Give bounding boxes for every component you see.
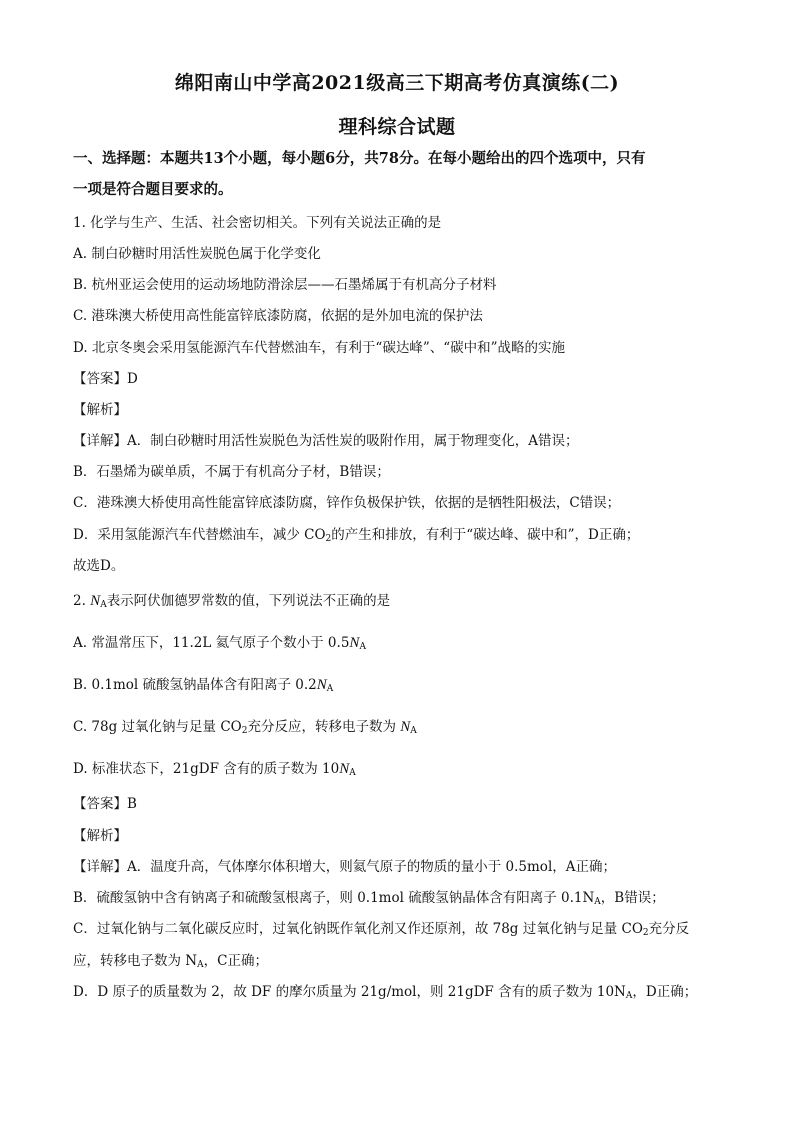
q2-option-d-text: D. 标准状态下，21gDF 含有的质子数为 10 (73, 761, 340, 777)
q2-stem-text: 表示阿伏伽德罗常数的值，下列说法不正确的是 (106, 593, 391, 609)
q2-option-d-na-sub: A (349, 768, 356, 778)
q1-option-d: D. 北京冬奥会采用氢能源汽车代替燃油车，有利于“碳达峰”、“碳中和”战略的实施 (73, 340, 566, 356)
q2-detail-c-text: C．过氧化钠与二氧化碳反应时，过氧化钠既作氧化剂又作还原剂，故 78g 过氧化钠与足量 CO (73, 921, 643, 937)
q2-detail-b-tail: ，B错误； (600, 890, 665, 906)
q2-detail-c2-subscript: A (197, 960, 204, 970)
q2-na-symbol: N (90, 593, 101, 609)
q1-detail-a: 【详解】A．制白砂糖时用活性炭脱色为活性炭的吸附作用，属于物理变化，A错误； (73, 433, 579, 449)
q1-option-a: A. 制白砂糖时用活性炭脱色属于化学变化 (73, 246, 321, 262)
q2-detail-b (73, 889, 665, 911)
q1-conclusion: 故选D。 (73, 558, 125, 574)
q2-detail-b-subscript: A (594, 897, 601, 907)
q2-option-c (73, 718, 417, 740)
q2-option-b (73, 676, 333, 698)
q2-option-c-na-sub: A (410, 726, 417, 736)
q2-detail-a: 【详解】A．温度升高，气体摩尔体积增大，则氦气原子的物质的量小于 0.5mol，A正确； (73, 859, 617, 875)
section-heading-line2: 一项是符合题目要求的。 (73, 181, 233, 198)
q2-detail-d-subscript: A (625, 991, 633, 1001)
q1-stem: 1. 化学与生产、生活、社会密切相关。下列有关说法正确的是 (73, 215, 442, 231)
q2-option-c-subscript: 2 (241, 726, 248, 736)
q1-answer: 【答案】D (73, 371, 138, 387)
q1-detail-d-subscript: 2 (325, 534, 332, 544)
q2-option-c-text: C. 78g 过氧化钠与足量 CO (73, 719, 242, 735)
q2-option-b-na-sub: A (326, 684, 334, 694)
q2-option-a-na: N (349, 635, 360, 651)
q2-option-a (73, 634, 366, 656)
q2-detail-c-subscript: 2 (642, 928, 649, 938)
q1-detail-d-text: D．采用氢能源汽车代替燃油车，减少 CO (73, 527, 326, 543)
q2-stem-number: 2. (73, 593, 91, 609)
q2-option-a-text: A. 常温常压下，11.2L 氦气原子个数小于 0.5 (73, 635, 350, 651)
q2-option-c-na: N (400, 719, 411, 735)
q2-detail-d-text: D．D 原子的质量数为 2，故 DF 的摩尔质量为 21g/mol，则 21gDF 含有的质子数为 10N (73, 984, 626, 1000)
q2-option-c-tail: 充分反应，转移电子数为 (247, 719, 401, 735)
page-subtitle: 理科综合试题 (338, 116, 456, 138)
q1-detail-b: B．石墨烯为碳单质，不属于有机高分子材，B错误； (73, 464, 390, 480)
q1-detail-d (73, 526, 639, 548)
q2-option-b-na: N (316, 677, 327, 693)
q2-option-d-na: N (339, 761, 350, 777)
q2-option-d (73, 760, 356, 782)
q2-detail-c-line2 (73, 952, 268, 974)
q2-stem (73, 592, 390, 614)
page-title: 绵阳南山中学高2021级高三下期高考仿真演练(二) (174, 72, 620, 94)
q2-detail-c2-text: 应，转移电子数为 N (73, 953, 198, 969)
q1-detail-d-tail: 的产生和排放，有利于“碳达峰、碳中和”，D正确； (331, 527, 640, 543)
section-heading-line1: 一、选择题：本题共13个小题，每小题6分，共78分。在每小题给出的四个选项中，只有 (73, 150, 646, 167)
q2-detail-d (73, 983, 697, 1005)
q2-option-a-na-sub: A (359, 642, 366, 652)
q2-analysis-label: 【解析】 (73, 828, 127, 844)
q1-analysis-label: 【解析】 (73, 402, 127, 418)
q2-option-b-text: B. 0.1mol 硫酸氢钠晶体含有阳离子 0.2 (73, 677, 317, 693)
q2-na-subscript: A (100, 600, 107, 610)
q2-detail-c-tail: 充分反 (648, 921, 690, 937)
q1-option-b: B. 杭州亚运会使用的运动场地防滑涂层——石墨烯属于有机高分子材料 (73, 277, 497, 293)
q2-detail-b-text: B．硫酸氢钠中含有钠离子和硫酸氢根离子，则 0.1mol 硫酸氢钠晶体含有阳离子 0.1N (73, 890, 595, 906)
q2-detail-c2-tail: ，C正确； (203, 953, 268, 969)
q2-detail-c-line1 (73, 920, 689, 942)
q1-detail-c: C．港珠澳大桥使用高性能富锌底漆防腐，锌作负极保护铁，依据的是牺牲阳极法，C错误； (73, 495, 621, 511)
q2-detail-d-tail: ，D正确； (632, 984, 698, 1000)
q1-option-c: C. 港珠澳大桥使用高性能富锌底漆防腐，依据的是外加电流的保护法 (73, 308, 483, 324)
q2-answer: 【答案】B (73, 796, 137, 812)
